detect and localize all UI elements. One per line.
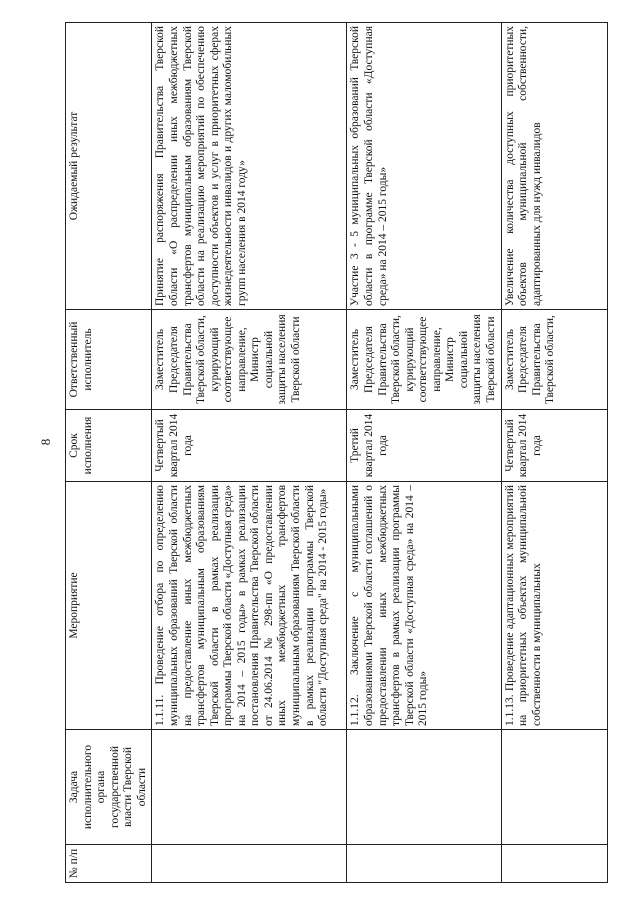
header-num: № п/п [66, 845, 152, 883]
cell-term: Третий квартал 2014 года [347, 410, 501, 482]
table-header-row [66, 23, 152, 883]
table-row [347, 23, 501, 883]
page-number: 8 [38, 438, 53, 446]
header-result: Ожидаемый результат [66, 23, 152, 310]
action-plan-table [65, 22, 608, 883]
cell-num [501, 845, 607, 883]
cell-num [347, 845, 501, 883]
cell-task [501, 730, 607, 845]
header-event: Мероприятие [66, 482, 152, 730]
cell-result: Участие 3 - 5 муниципальных образований Тверской области в программе Тверской области «Доступная среда» на 2014 – 2015 годы» [347, 23, 501, 310]
cell-responsible: Заместитель Председателя Правительства Тверской области, курирующий соответствующее направление, Министр социальной защиты населения Тверской области [347, 310, 501, 410]
cell-result: Принятие распоряжения Правительства Тверской области «О распределении иных межбюджетных трансфертов муниципальным образованиям Тверской области на реализацию мероприятий по обеспечению доступности объектов и услуг в приоритетных сферах жизнедеятельности инвалидов и других маломобильных групп населения в 2014 году» [152, 23, 347, 310]
header-responsible: Ответственный исполнитель [66, 310, 152, 410]
cell-event: 1.1.12. Заключение с муниципальными образованиями Тверской области соглашений о предоставлении иных межбюджетных трансфертов в рамках реализации программы Тверской области «Доступная среда» на 2014 – 2015 годы» [347, 482, 501, 730]
table-row [501, 23, 607, 883]
cell-responsible: Заместитель Председателя Правительства Тверской области, курирующий соответствующее направление, Министр социальной защиты населения Тверской области [152, 310, 347, 410]
table-row [152, 23, 347, 883]
cell-task [152, 730, 347, 845]
cell-term: Четвертый квартал 2014 года [501, 410, 607, 482]
header-task: Задача исполнительного органа государственной власти Тверской области [66, 730, 152, 845]
cell-responsible: Заместитель Председателя Правительства Тверской области, [501, 310, 607, 410]
cell-term: Четвертый квартал 2014 года [152, 410, 347, 482]
cell-task [347, 730, 501, 845]
header-term: Срок исполнения [66, 410, 152, 482]
cell-num [152, 845, 347, 883]
cell-event: 1.1.13. Проведение адаптационных мероприятий на приоритетных объектах муниципальной собственности в муниципальных [501, 482, 607, 730]
rotated-table-wrapper [65, 23, 560, 883]
cell-result: Увеличение количества доступных приоритетных объектов муниципальной собственности, адаптированных для нужд инвалидов [501, 23, 607, 310]
cell-event: 1.1.11. Проведение отбора по определению муниципальных образований Тверской области на предоставление иных межбюджетных трансфертов муниципальным образованиям Тверской области в рамках реализации программы Тверской области «Доступная среда» на 2014 – 2015 годы» в рамках реализации постановления Правительства Тверской области от 24.06.2014 № 298-пп «О предоставлении иных межбюджетных трансфертов муниципальным образованиям Тверской области в рамках реализации программы Тверской области "Доступная среда" на 2014 - 2015 годы» [152, 482, 347, 730]
